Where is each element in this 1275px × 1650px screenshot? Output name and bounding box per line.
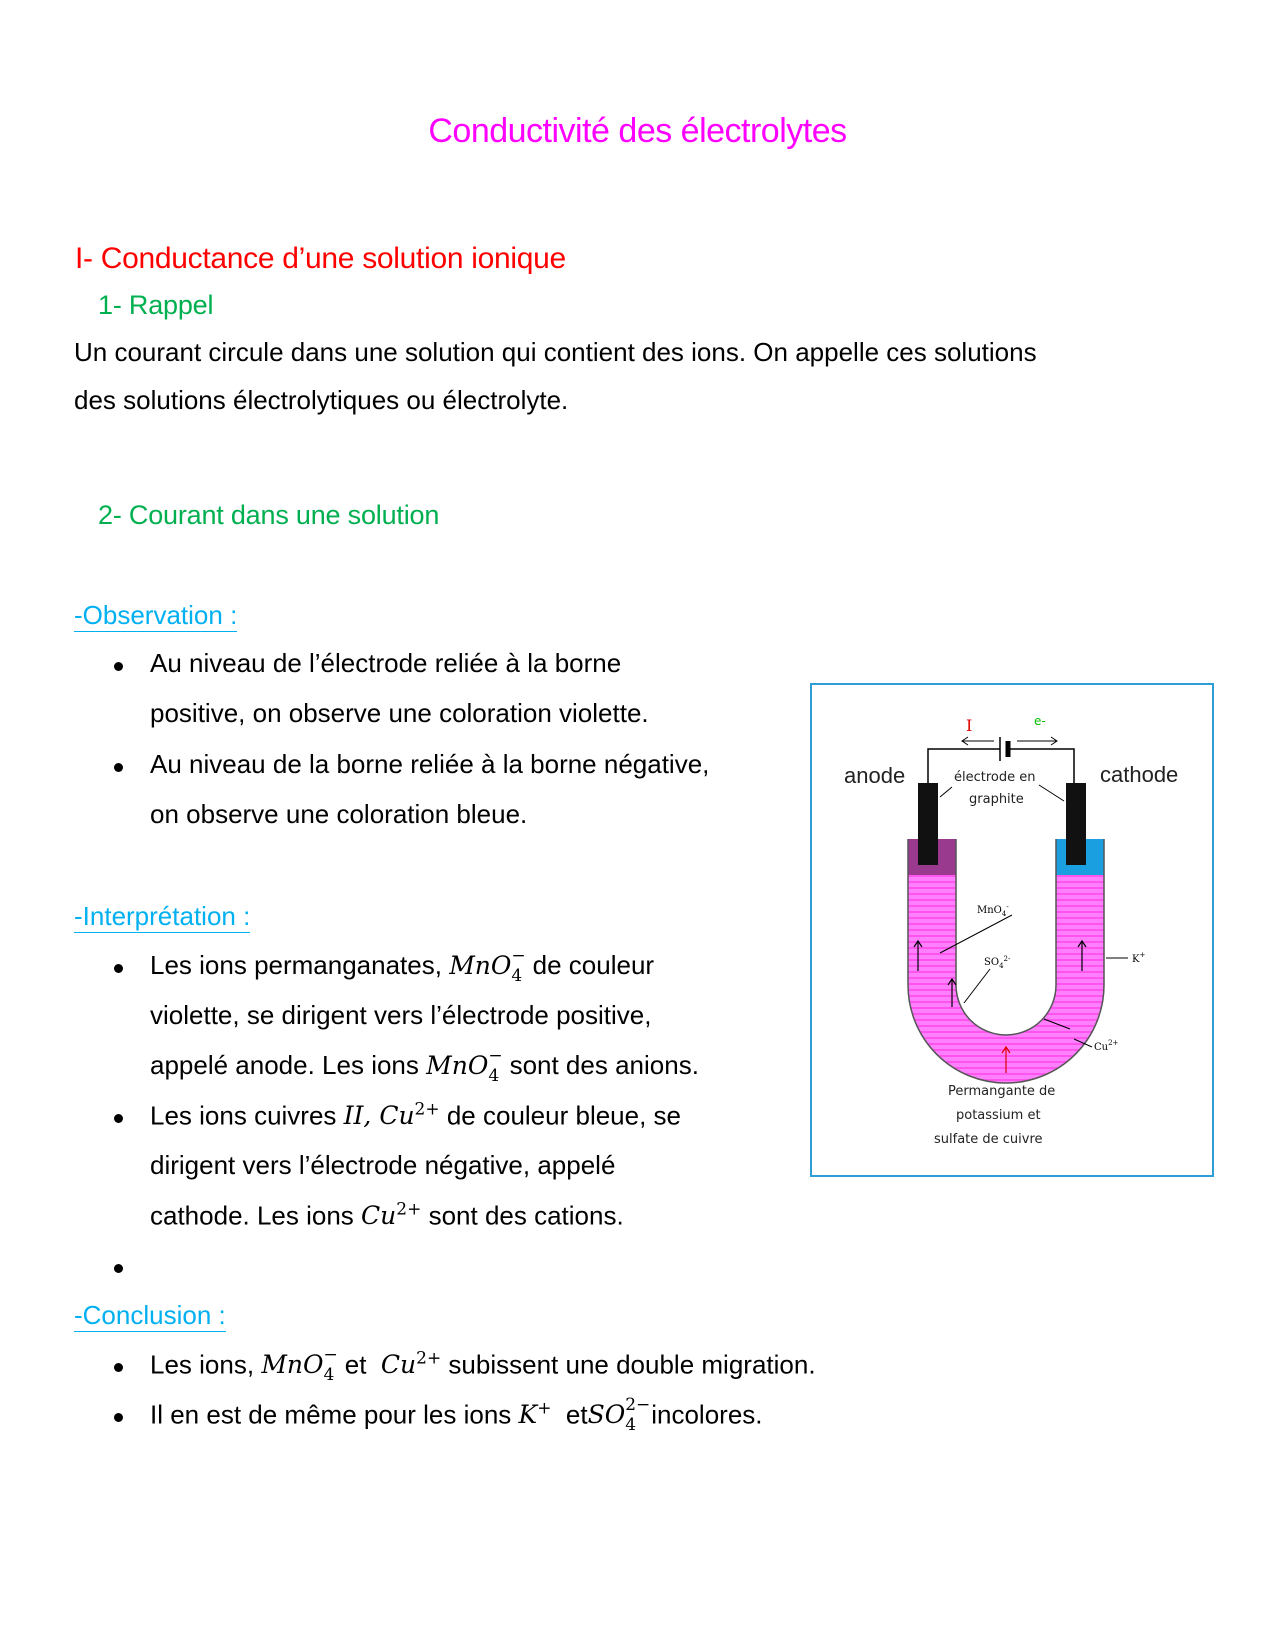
- interp-b2-l3-b: sont des cations.: [428, 1200, 624, 1231]
- bullet-dot: [114, 1264, 123, 1273]
- observation-label: -Observation :: [74, 600, 238, 630]
- interpretation-b2-l2: dirigent vers l’électrode négative, appelé: [150, 1150, 616, 1180]
- cu-ion-label: $Cu^{2+}$: [1094, 1039, 1119, 1053]
- concl-b1-b: et: [344, 1349, 367, 1380]
- interpretation-b2-l1: [150, 1100, 681, 1131]
- bullet-dot: [114, 1413, 123, 1422]
- concl-b2-c: incolores.: [651, 1399, 763, 1430]
- concl-b2-b: et: [565, 1399, 588, 1430]
- rappel-line-2: des solutions électrolytiques ou électrolyte.: [74, 385, 569, 415]
- section-heading: I- Conductance d’une solution ionique: [75, 242, 566, 275]
- subheading-courant: 2- Courant dans une solution: [98, 500, 440, 530]
- interpretation-b1-l1: [150, 945, 655, 986]
- electron-label: e-: [1034, 714, 1046, 728]
- formula-cu: $Cu^{2+}$: [361, 1200, 422, 1231]
- interp-b2-l1-b: de couleur bleue, se: [446, 1100, 682, 1131]
- interp-b1-l1-a: Les ions permanganates,: [150, 950, 442, 980]
- formula-mno4: MnO − 4: [449, 945, 526, 986]
- electrolysis-figure: [810, 683, 1214, 1177]
- bullet-dot: [114, 662, 123, 671]
- interpretation-b1-l3: [150, 1045, 699, 1086]
- mno4-ion-label: MnO$_4$-: [977, 903, 1009, 918]
- interpretation-label: -Interprétation :: [74, 901, 251, 931]
- interp-b2-l1-a: Les ions cuivres: [150, 1100, 337, 1131]
- electrode-label: graphite: [969, 792, 1024, 807]
- interpretation-b1-l2: violette, se dirigent vers l’électrode positive,: [150, 1000, 652, 1030]
- cathode-label: cathode: [1100, 762, 1179, 787]
- k-ion-label: K+: [1132, 951, 1146, 965]
- solution-label: sulfate de cuivre: [934, 1132, 1043, 1147]
- formula-mno4: MnO − 4: [426, 1045, 503, 1086]
- anode-label: anode: [844, 763, 906, 788]
- observation-b1-l2: positive, on observe une coloration violette.: [150, 698, 649, 728]
- formula-cu: $Cu^{2+}$: [380, 1349, 442, 1380]
- conclusion-label: -Conclusion :: [74, 1300, 226, 1330]
- interp-b2-l3-a: cathode. Les ions: [150, 1200, 354, 1231]
- interp-b1-l3-b: sont des anions.: [509, 1050, 699, 1080]
- cathode-electrode: [1066, 783, 1086, 865]
- interp-b1-l1-b: de couleur: [532, 950, 655, 980]
- observation-b1-l1: Au niveau de l’électrode reliée à la borne: [150, 648, 622, 678]
- anode-electrode: [918, 783, 938, 865]
- concl-b2-a: Il en est de même pour les ions: [150, 1399, 512, 1430]
- conclusion-b1: [150, 1344, 816, 1385]
- subheading-rappel: 1- Rappel: [98, 290, 214, 320]
- concl-b1-a: Les ions,: [150, 1349, 255, 1380]
- rappel-line-1: Un courant circule dans une solution qui contient des ions. On appelle ces solutions: [74, 337, 1037, 367]
- bullet-dot: [114, 1114, 123, 1123]
- observation-b2-l2: on observe une coloration bleue.: [150, 799, 528, 829]
- so4-ion-label: $SO_4^{2-}$: [984, 955, 1011, 970]
- solution-label: potassium et: [956, 1108, 1041, 1123]
- page-title: Conductivité des électrolytes: [428, 112, 847, 150]
- current-label: I: [966, 716, 973, 735]
- formula-mno4: MnO − 4: [261, 1344, 338, 1385]
- formula-k: K+: [518, 1399, 552, 1430]
- observation-b2-l1: Au niveau de la borne reliée à la borne négative,: [150, 749, 710, 779]
- conclusion-b2: [150, 1394, 763, 1435]
- bullet-dot: [114, 1363, 123, 1372]
- electrode-label: électrode en: [954, 770, 1036, 785]
- interp-b1-l3-a: appelé anode. Les ions: [150, 1050, 419, 1080]
- bullet-dot: [114, 964, 123, 973]
- concl-b1-c: subissent une double migration.: [448, 1349, 816, 1380]
- solution-label: Permangante de: [948, 1084, 1056, 1099]
- formula-so4: SO 2− 4: [587, 1394, 651, 1435]
- u-tube-diagram: [812, 685, 1212, 1175]
- formula-cu: II, $Cu^{2+}$: [343, 1100, 440, 1131]
- bullet-dot: [114, 763, 123, 772]
- interpretation-b2-l3: [150, 1200, 624, 1231]
